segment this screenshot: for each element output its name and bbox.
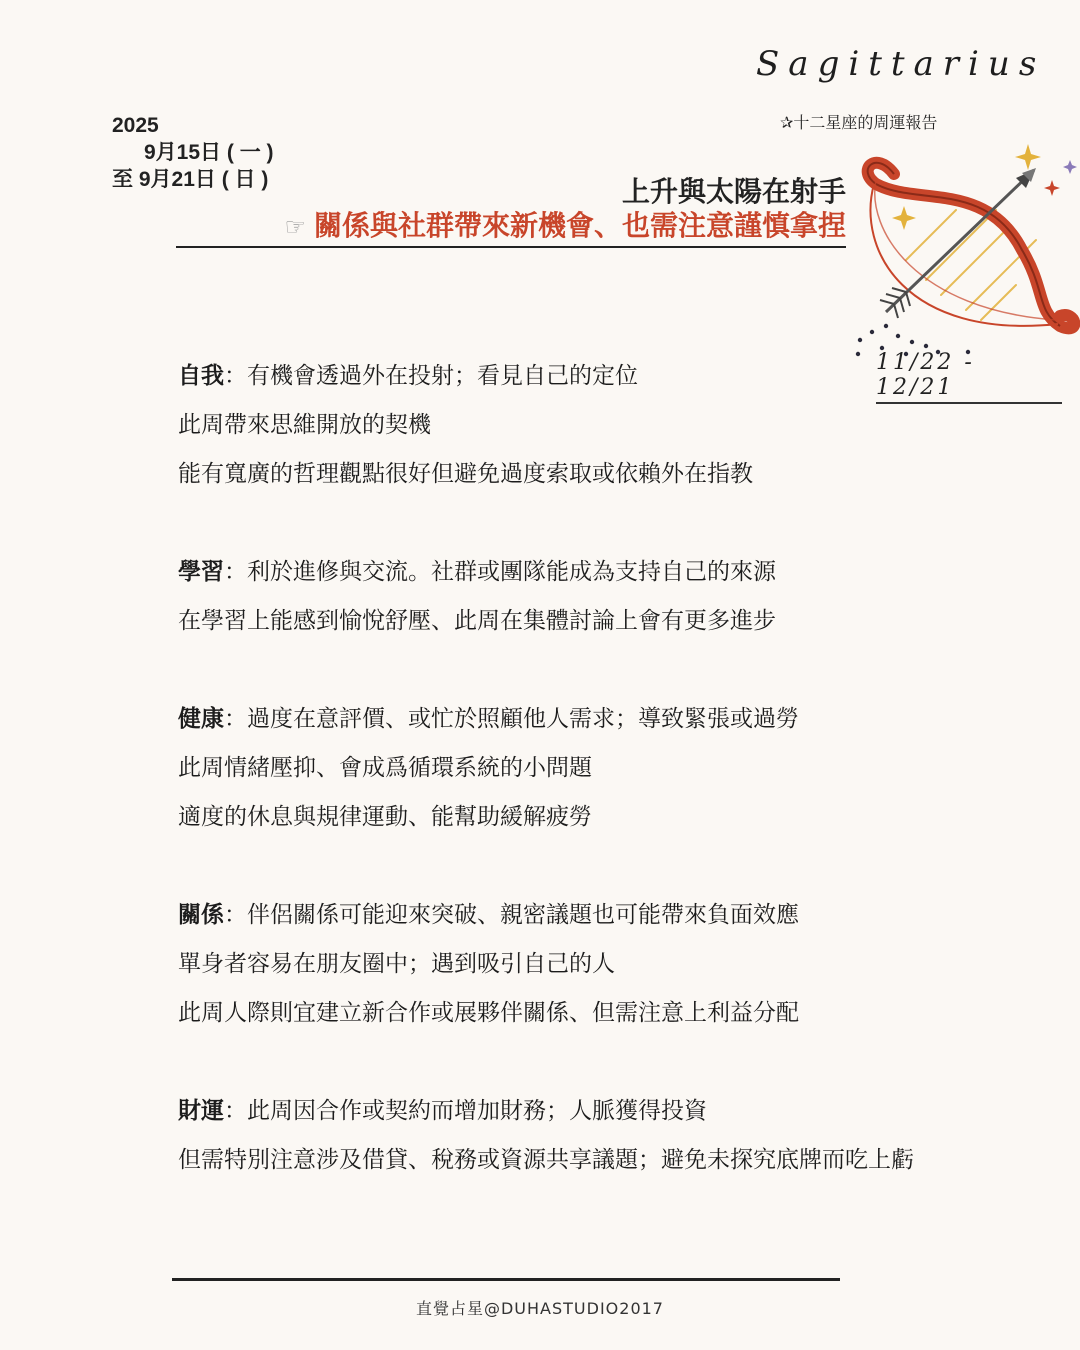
page-headline xyxy=(176,204,846,248)
section-text: ：利於進修與交流。社群或團隊能成為支持自己的來源 xyxy=(224,559,776,585)
section-line: 能有寬廣的哲理觀點很好但避免過度索取或依賴外在指教 xyxy=(178,461,753,487)
section-text: ：伴侶關係可能迎來突破、親密議題也可能帶來負面效應 xyxy=(224,902,799,928)
date-span: 11/22 - 12/21 xyxy=(876,350,1062,404)
section-line: 此周帶來思維開放的契機 xyxy=(178,412,431,438)
section-finance xyxy=(178,1087,1038,1185)
section-line xyxy=(178,1087,1038,1136)
section-line: 在學習上能感到愉悅舒壓、此周在集體討論上會有更多進步 xyxy=(178,608,776,634)
section-line: 適度的休息與規律運動、能幫助緩解疲勞 xyxy=(178,804,592,830)
section-line: 此周人際則宜建立新合作或展夥伴關係、但需注意上利益分配 xyxy=(178,1000,799,1026)
report-subtitle: ✰十二星座的周運報告 xyxy=(780,113,938,132)
headline-text: 關係與社群帶來新機會、也需注意謹慎拿捏 xyxy=(313,209,846,242)
page-subtitle: 上升與太陽在射手 xyxy=(621,175,846,208)
section-label: 關係 xyxy=(178,902,224,928)
start-date: 9月15日 ( 一 ) xyxy=(144,141,274,164)
section-line: 但需特別注意涉及借貸、稅務或資源共享議題；避免未探究底牌而吃上虧 xyxy=(178,1147,914,1173)
section-label: 財運 xyxy=(178,1098,224,1124)
section-line xyxy=(178,352,1038,401)
section-study xyxy=(178,548,1038,646)
section-text: ：此周因合作或契約而增加財務；人脈獲得投資 xyxy=(224,1098,707,1124)
section-relationship xyxy=(178,891,1038,1038)
section-line xyxy=(178,891,1038,940)
section-line xyxy=(178,548,1038,597)
section-label: 自我 xyxy=(178,363,224,389)
section-text: ：過度在意評價、或忙於照顧他人需求；導致緊張或過勞 xyxy=(224,706,799,732)
section-line xyxy=(178,695,1038,744)
sign-title: Sagittarius xyxy=(756,44,1046,84)
section-text: ：有機會透過外在投射；看見自己的定位 xyxy=(224,363,638,389)
footer-credit: 直覺占星@DUHASTUDIO2017 xyxy=(415,1299,664,1318)
section-label: 健康 xyxy=(178,706,224,732)
year: 2025 xyxy=(112,114,159,137)
forecast-content xyxy=(178,352,1038,1234)
section-self xyxy=(178,352,1038,499)
pointing-hand-icon: ☞ xyxy=(284,213,306,241)
section-label: 學習 xyxy=(178,559,224,585)
section-line: 單身者容易在朋友圈中；遇到吸引自己的人 xyxy=(178,951,615,977)
footer-divider xyxy=(172,1278,840,1281)
date-range xyxy=(112,112,274,193)
section-health xyxy=(178,695,1038,842)
end-date: 至 9月21日 ( 日 ) xyxy=(112,168,269,191)
section-line: 此周情緒壓抑、會成爲循環系統的小問題 xyxy=(178,755,592,781)
